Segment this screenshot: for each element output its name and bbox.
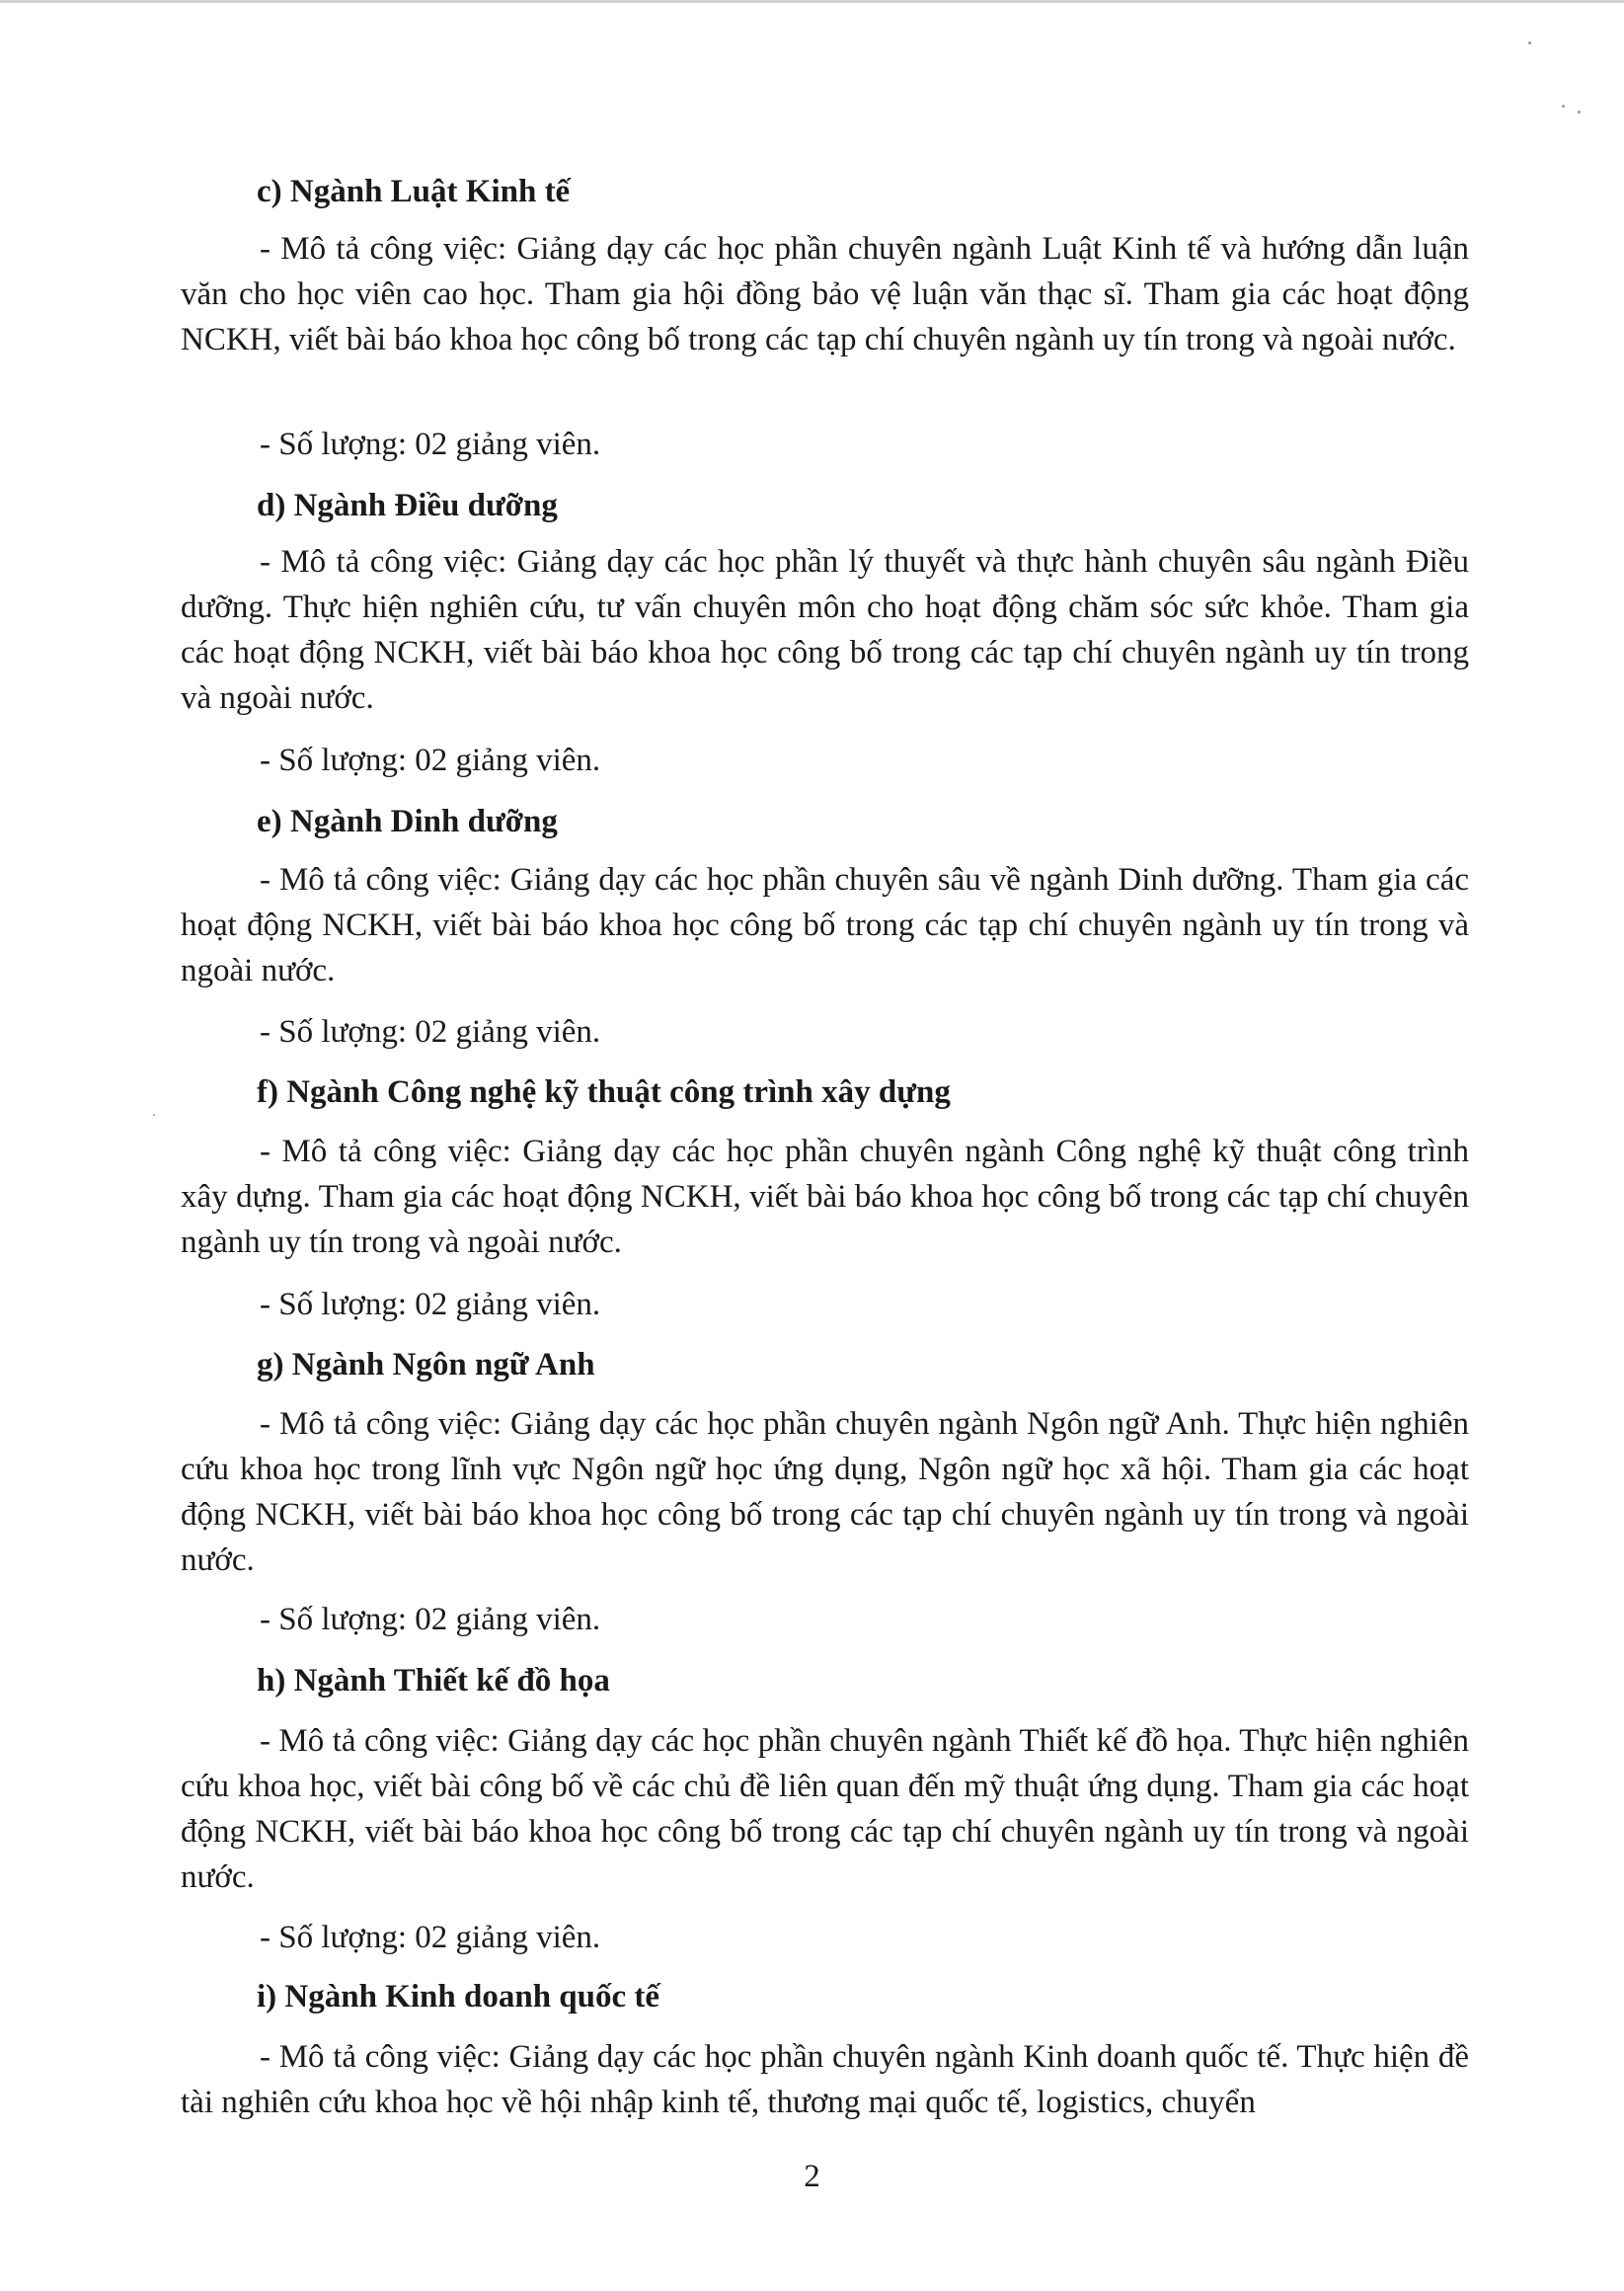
section-heading: c) Ngành Luật Kinh tế — [257, 174, 571, 209]
scan-speck — [153, 1114, 155, 1116]
section-quantity: - Số lượng: 02 giảng viên. — [260, 1920, 601, 1955]
section-description: - Mô tả công việc: Giảng dạy các học phần chuyên ngành Công nghệ kỹ thuật công trình xây dựng. Tham gia các hoạt động NCKH, viết bài báo khoa học công bố trong các tạp chí chuyên ngành uy tín trong và ngoài nước. — [181, 1134, 1469, 1260]
section-description: - Mô tả công việc: Giảng dạy các học phần chuyên ngành Ngôn ngữ Anh. Thực hiện nghiên cứu khoa học trong lĩnh vực Ngôn ngữ học ứng dụng, Ngôn ngữ học xã hội. Tham gia các hoạt động NCKH, viết bài báo khoa học công bố trong các tạp chí chuyên ngành uy tín trong và ngoài nước. — [181, 1406, 1469, 1578]
section-quantity: - Số lượng: 02 giảng viên. — [260, 1287, 601, 1322]
page-number: 2 — [804, 2159, 820, 2194]
section-description: - Mô tả công việc: Giảng dạy các học phần chuyên sâu về ngành Dinh dưỡng. Tham gia các hoạt động NCKH, viết bài báo khoa học công bố trong các tạp chí chuyên ngành uy tín trong và ngoài nước. — [181, 862, 1469, 988]
section-heading: d) Ngành Điều dưỡng — [257, 488, 558, 523]
scan-speck — [1528, 41, 1531, 44]
section-quantity: - Số lượng: 02 giảng viên. — [260, 743, 601, 778]
section-quantity: - Số lượng: 02 giảng viên. — [260, 427, 601, 462]
scan-speck — [1578, 111, 1581, 114]
section-description: - Mô tả công việc: Giảng dạy các học phần chuyên ngành Thiết kế đồ họa. Thực hiện nghiên cứu khoa học, viết bài công bố về các chủ đề liên quan đến mỹ thuật ứng dụng. Tham gia các hoạt động NCKH, viết bài báo khoa học công bố trong các tạp chí chuyên ngành uy tín trong và ngoài nước. — [181, 1723, 1469, 1895]
section-heading: e) Ngành Dinh dưỡng — [257, 804, 558, 839]
section-heading: h) Ngành Thiết kế đồ họa — [257, 1663, 610, 1698]
section-quantity: - Số lượng: 02 giảng viên. — [260, 1602, 601, 1637]
section-description: - Mô tả công việc: Giảng dạy các học phần chuyên ngành Kinh doanh quốc tế. Thực hiện đề tài nghiên cứu khoa học về hội nhập kinh tế, thương mại quốc tế, logistics, chuyển — [181, 2039, 1469, 2120]
section-heading: i) Ngành Kinh doanh quốc tế — [257, 1979, 660, 2014]
scan-speck — [1562, 105, 1565, 108]
section-heading: g) Ngành Ngôn ngữ Anh — [257, 1347, 595, 1382]
section-description: - Mô tả công việc: Giảng dạy các học phần chuyên ngành Luật Kinh tế và hướng dẫn luận văn cho học viên cao học. Tham gia hội đồng bảo vệ luận văn thạc sĩ. Tham gia các hoạt động NCKH, viết bài báo khoa học công bố trong các tạp chí chuyên ngành uy tín trong và ngoài nước. — [181, 231, 1469, 357]
section-heading: f) Ngành Công nghệ kỹ thuật công trình xây dựng — [257, 1074, 951, 1110]
scan-edge — [0, 0, 1624, 3]
section-quantity: - Số lượng: 02 giảng viên. — [260, 1014, 601, 1050]
section-description: - Mô tả công việc: Giảng dạy các học phần lý thuyết và thực hành chuyên sâu ngành Điều dưỡng. Thực hiện nghiên cứu, tư vấn chuyên môn cho hoạt động chăm sóc sức khỏe. Tham gia các hoạt động NCKH, viết bài báo khoa học công bố trong các tạp chí chuyên ngành uy tín trong và ngoài nước. — [181, 544, 1469, 716]
